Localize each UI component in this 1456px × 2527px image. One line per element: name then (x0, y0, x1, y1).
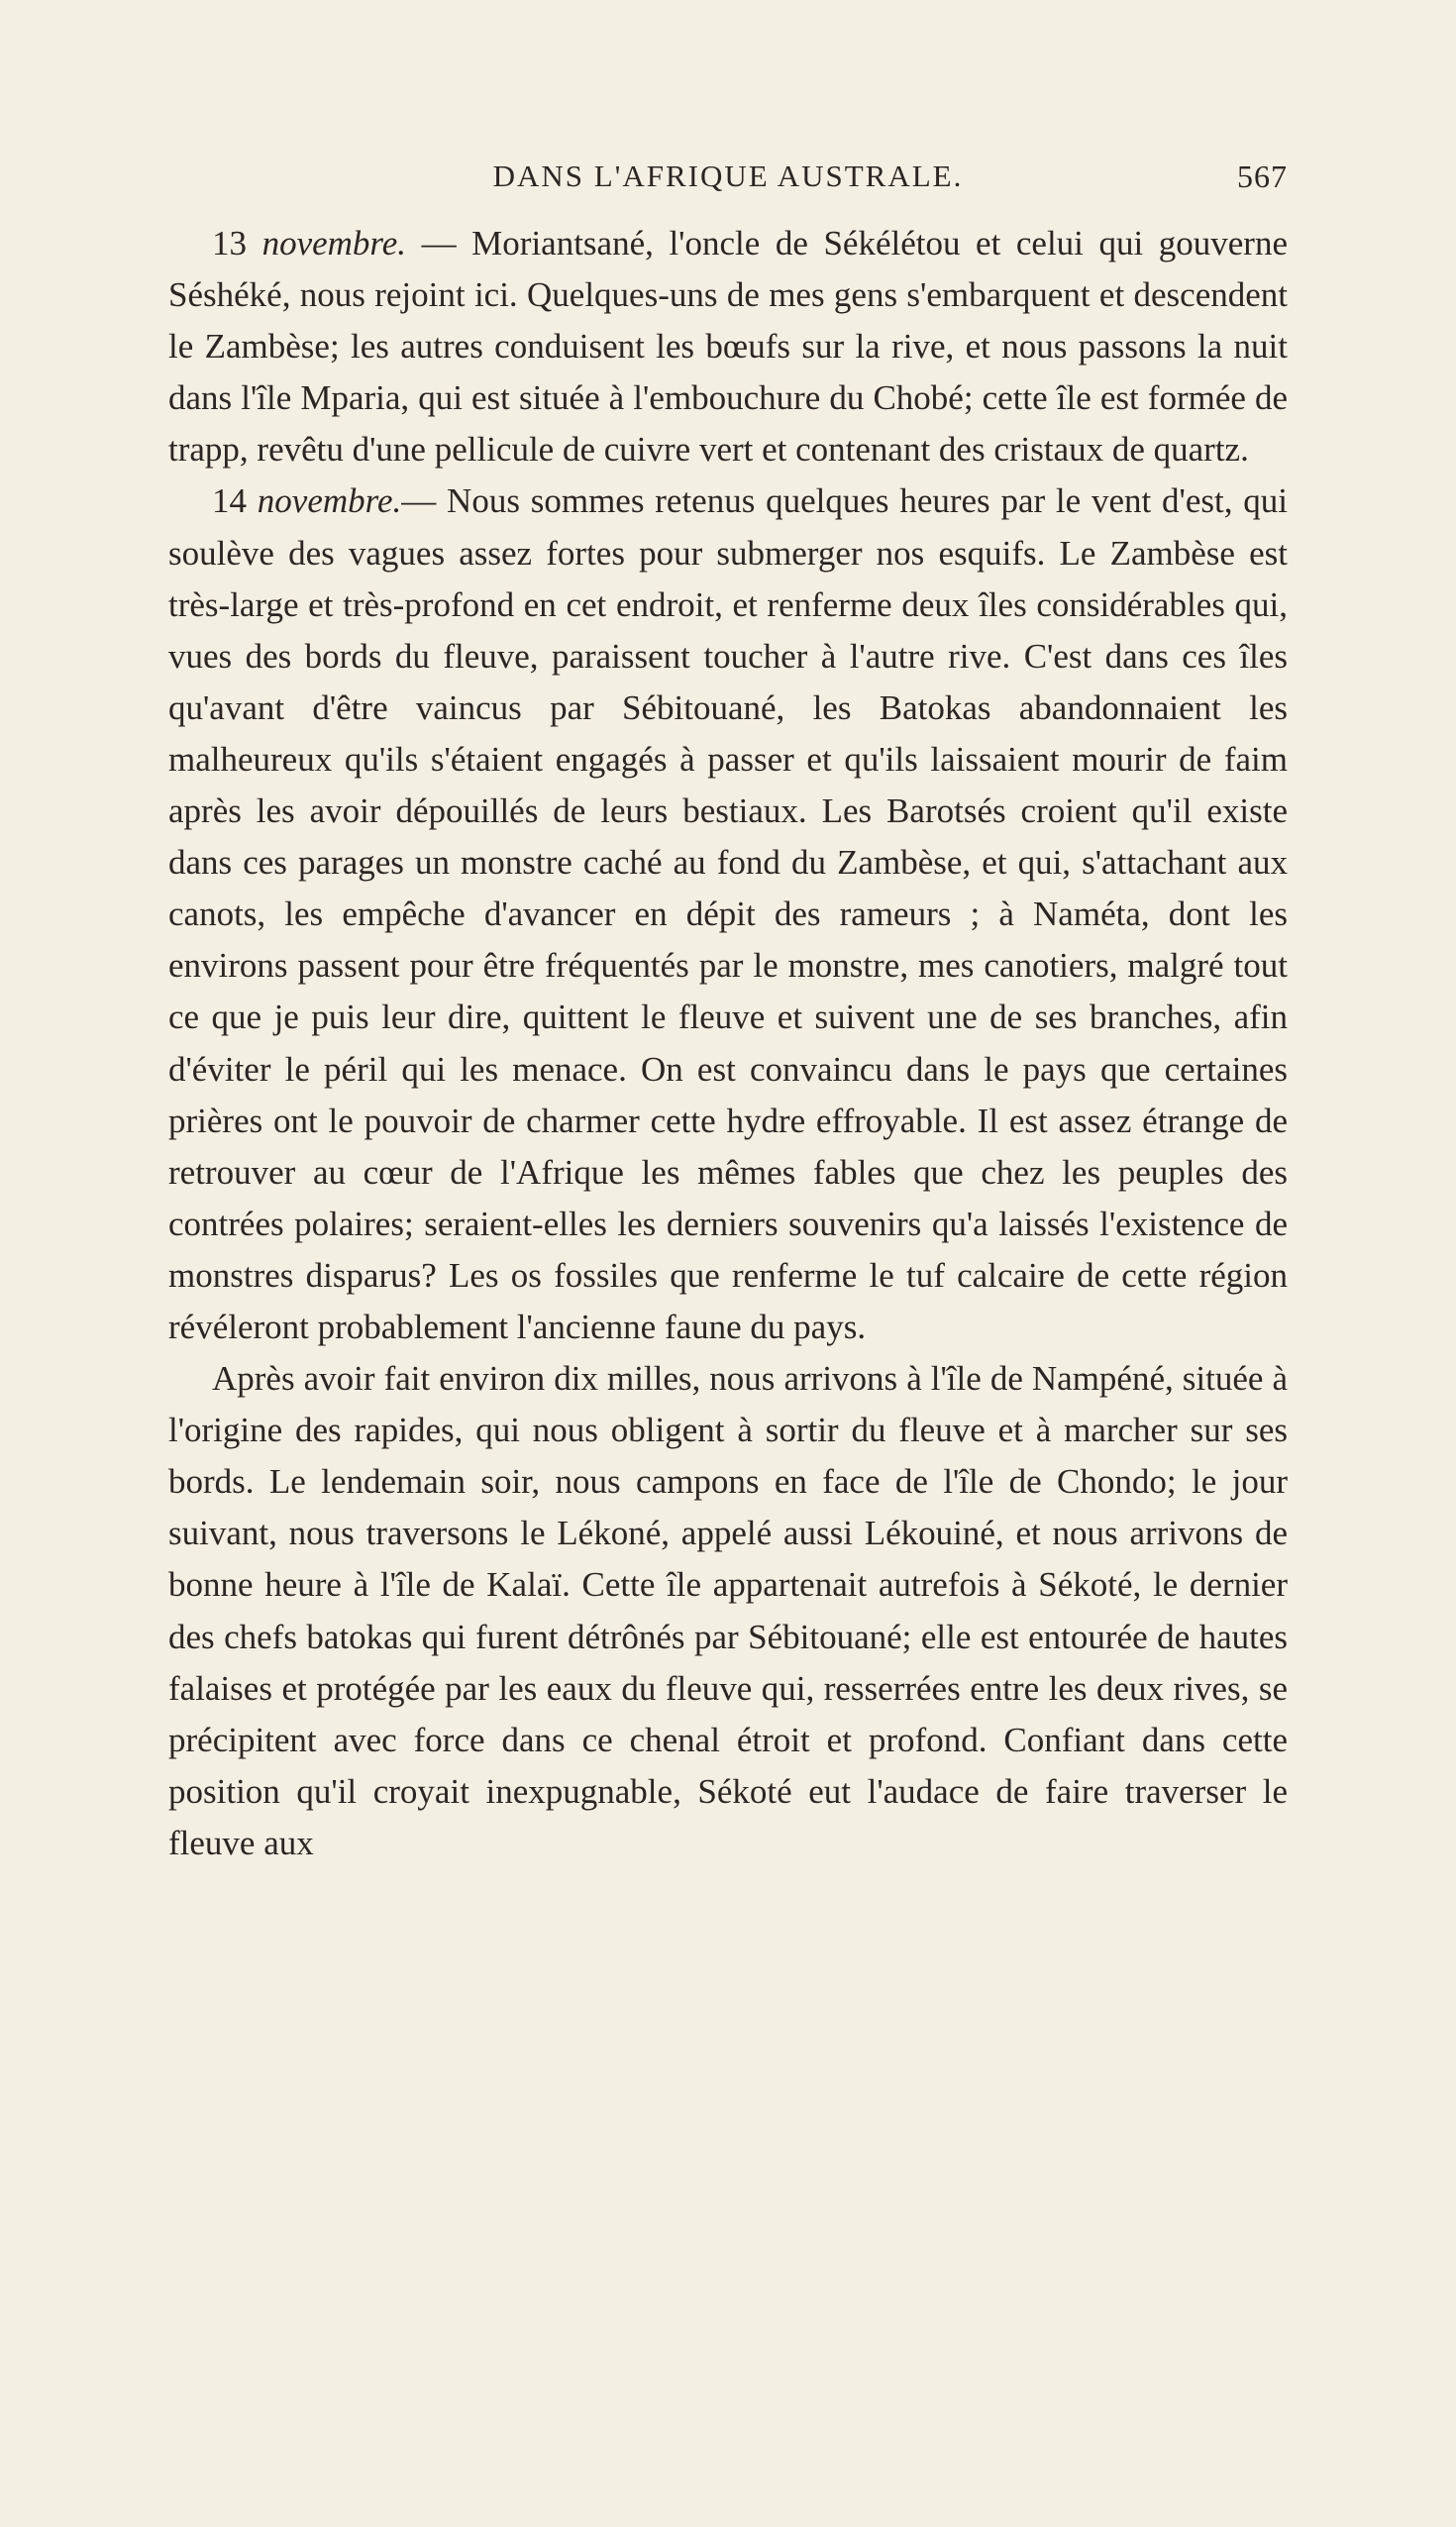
page-number: 567 (1237, 158, 1288, 194)
date-day: 14 (212, 481, 247, 521)
date-day: 13 (212, 224, 247, 263)
paragraph-text: — Moriantsané, l'oncle de Sékélétou et celui qui gouverne Séshéké, nous rejoint ici. Quelques-uns de mes gens s'embarquent et descendent le Zambèse; les autres conduisent les bœufs sur la rive, et nous passons la nuit dans l'île Mparia, qui est située à l'embouchure du Chobé; cette île est formée de trapp, revêtu d'une pellicule de cuivre vert et contenant des cristaux de quartz. (168, 224, 1288, 470)
paragraph-text: Après avoir fait environ dix milles, nous arrivons à l'île de Nampéné, située à l'origine des rapides, qui nous obligent à sortir du fleuve et à marcher sur ses bords. Le lendemain soir, nous campons en face de l'île de Chondo; le jour suivant, nous traversons le Lékoné, appelé aussi Lékouiné, et nous arrivons de bonne heure à l'île de Kalaï. Cette île appartenait autrefois à Sékoté, le dernier des chefs batokas qui furent détrônés par Sébitouané; elle est entourée de hautes falaises et protégée par les eaux du fleuve qui, resserrées entre les deux rives, se précipitent avec force dans ce chenal étroit et profond. Confiant dans cette position qu'il croyait inexpugnable, Sékoté eut l'audace de faire traverser le fleuve aux (168, 1359, 1288, 1862)
paragraph-nampene (168, 1353, 1288, 1869)
paragraph-13-novembre (168, 218, 1288, 475)
body-text (168, 218, 1288, 1869)
date-month: novembre. (261, 224, 407, 263)
running-title: DANS L'AFRIQUE AUSTRALE. (492, 158, 964, 193)
paragraph-text: — Nous sommes retenus quelques heures par le vent d'est, qui soulève des vagues assez fortes pour submerger nos esquifs. Le Zambèse est très-large et très-profond en cet endroit, et renferme deux îles considérables qui, vues des bords du fleuve, paraissent toucher à l'autre rive. C'est dans ces îles qu'avant d'être vaincus par Sébitouané, les Batokas abandonnaient les malheureux qu'ils s'étaient engagés à passer et qu'ils laissaient mourir de faim après les avoir dépouillés de leurs bestiaux. Les Barotsés croient qu'il existe dans ces parages un monstre caché au fond du Zambèse, et qui, s'attachant aux canots, les empêche d'avancer en dépit des rameurs ; à Naméta, dont les environs passent pour être fréquentés par le monstre, mes canotiers, malgré tout ce que je puis leur dire, quittent le fleuve et suivent une de ses branches, afin d'éviter le péril qui les menace. On est convaincu dans le pays que certaines prières ont le pouvoir de charmer cette hydre effroyable. Il est assez étrange de retrouver au cœur de l'Afrique les mêmes fables que chez les peuples des contrées polaires; seraient-elles les derniers souvenirs qu'a laissés l'existence de monstres disparus? Les os fossiles que renferme le tuf calcaire de cette région révéleront probablement l'ancienne faune du pays. (168, 481, 1288, 1346)
date-month: novembre. (257, 481, 402, 521)
page-header (168, 158, 1288, 208)
paragraph-14-novembre (168, 475, 1288, 1353)
